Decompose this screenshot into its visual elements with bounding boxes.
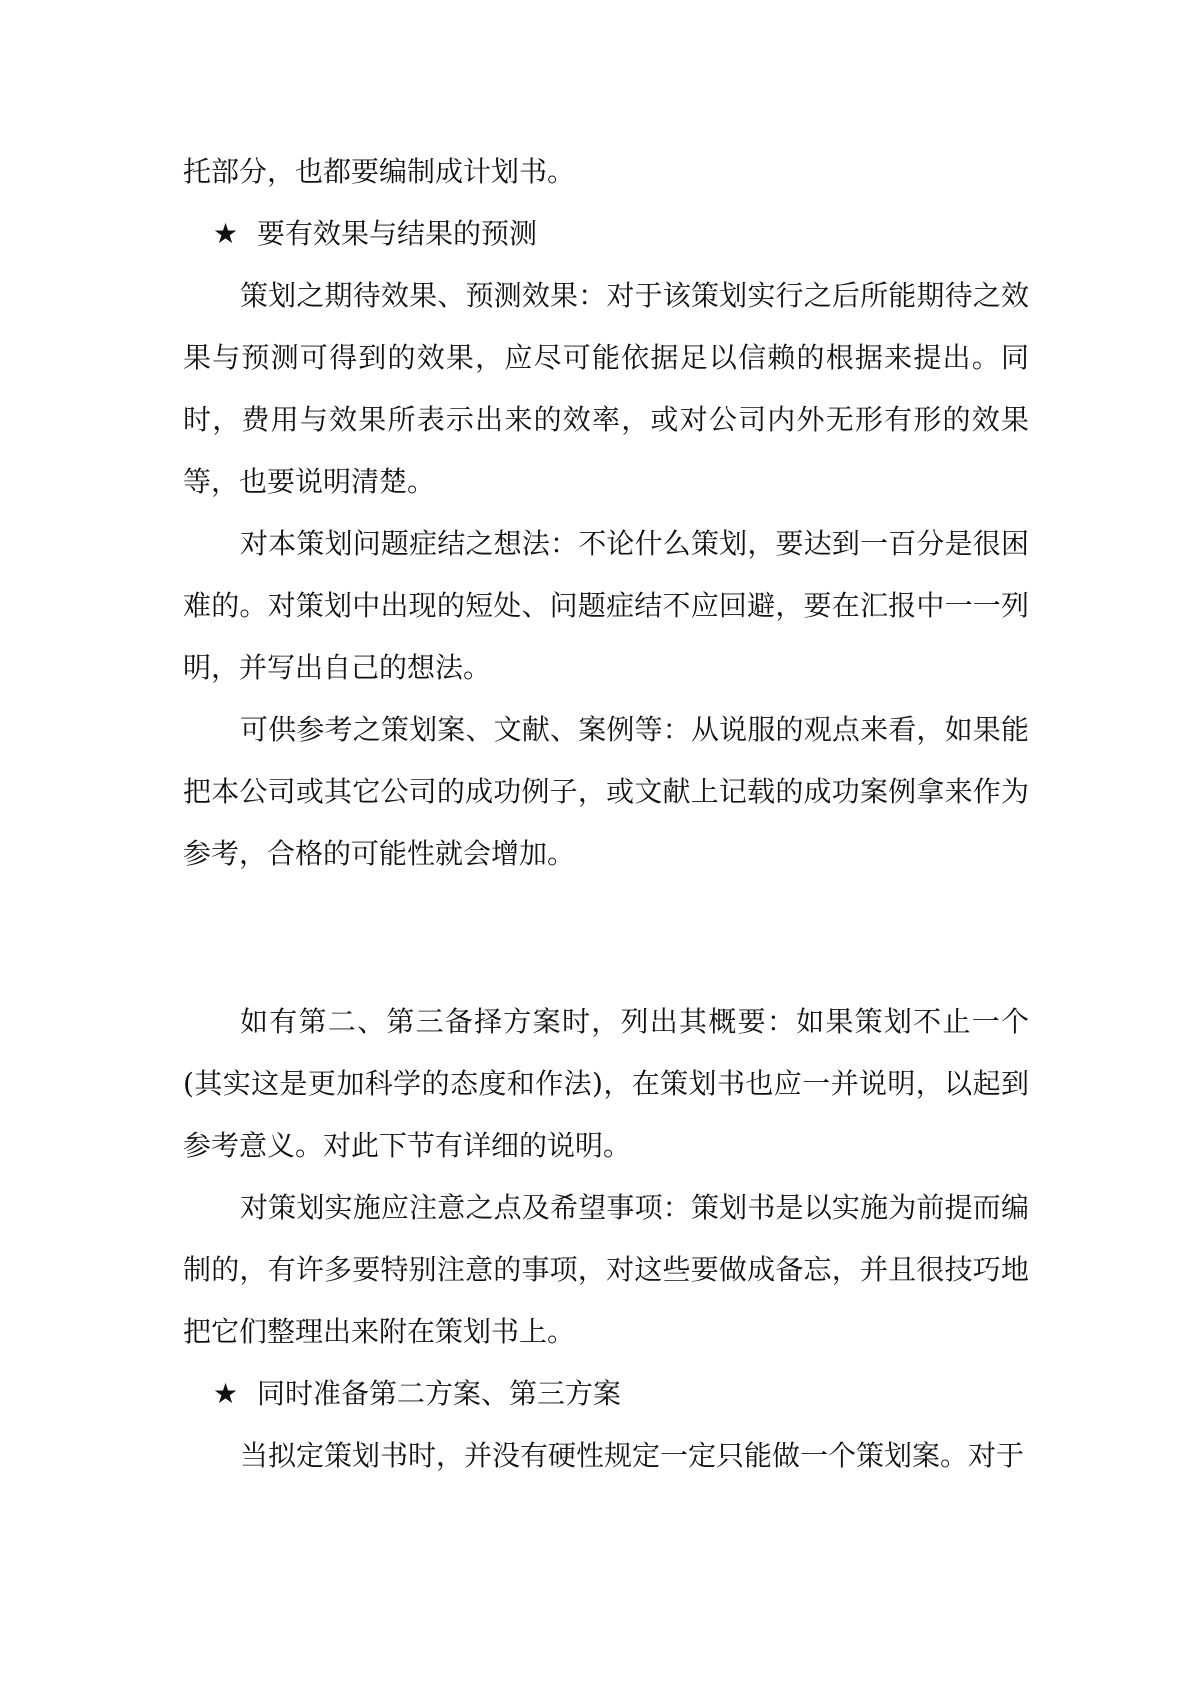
paragraph-expected-effects: 策划之期待效果、预测效果：对于该策划实行之后所能期待之效果与预测可得到的效果，应尽可能依据足以信赖的根据来提出。同时，费用与效果所表示出来的效率，或对公司内外无形有形的效果等，也要说明清楚。 [183,279,1029,498]
star-bullet-icon: ★ [213,217,239,250]
paragraph-implementation-notes: 对策划实施应注意之点及希望事项：策划书是以实施为前提而编制的，有许多要特别注意的事项，对这些要做成备忘，并且很技巧地把它们整理出来附在策划书上。 [183,1191,1029,1348]
paragraph-problem-thoughts: 对本策划问题症结之想法：不论什么策划，要达到一百分是很困难的。对策划中出现的短处、问题症结不应回避，要在汇报中一一列明，并写出自己的想法。 [183,527,1029,684]
paragraph-continuation: 托部分，也都要编制成计划书。 [183,155,576,188]
paragraph-alternative-plans: 如有第二、第三备择方案时，列出其概要：如果策划不止一个(其实这是更加科学的态度和作法)，在策划书也应一并说明，以起到参考意义。对此下节有详细的说明。 [183,1005,1029,1162]
paragraph-last-line: 当拟定策划书时，并没有硬性规定一定只能做一个策划案。对于 [240,1439,1025,1472]
star-bullet-icon: ★ [213,1377,239,1410]
section-heading-effects [213,203,537,265]
section-heading-alternatives [213,1363,621,1425]
paragraph-reference-cases: 可供参考之策划案、文献、案例等：从说服的观点来看，如果能把本公司或其它公司的成功例子，或文献上记载的成功案例拿来作为参考，合格的可能性就会增加。 [183,713,1029,870]
section-heading-alternatives-text: 同时准备第二方案、第三方案 [257,1377,622,1410]
section-heading-effects-text: 要有效果与结果的预测 [257,217,538,250]
